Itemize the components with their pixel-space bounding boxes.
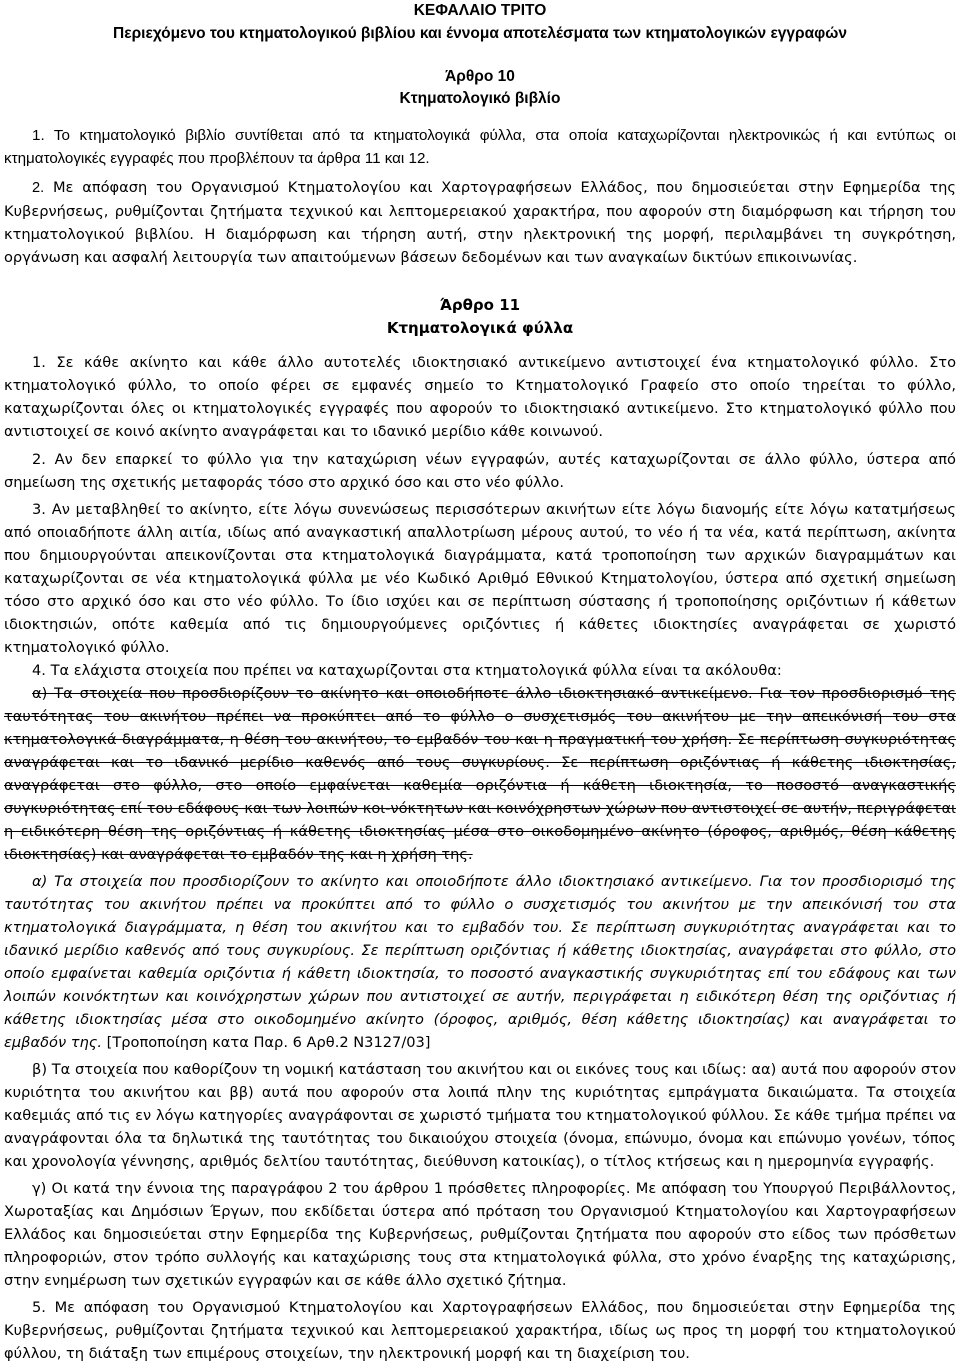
article-11-paragraph-4: 4. Τα ελάχιστα στοιχεία που πρέπει να καταχωρίζονται στα κτηματολογικά φύλλα είναι τα ακόλουθα: bbox=[32, 662, 782, 679]
article-11-number: Άρθρο 11 bbox=[439, 296, 521, 314]
amendment-note: [Τροποποίηση κατα Παρ. 6 Αρθ.2 Ν3127/03] bbox=[102, 1034, 431, 1051]
article-10-paragraph-2-number: 2. bbox=[32, 180, 45, 196]
article-11-item-c: γ) Οι κατά την έννοια της παραγράφου 2 του άρθρου 1 πρόσθετες πληροφορίες. Με απόφαση του Υπουργού Περιβάλλοντος, Χωροταξίας και Δημόσιων Έργων, που εκδίδεται ύστερα από πρόταση του Οργανισμού Κτηματολογίου και Χαρτογραφήσεων Ελλάδος και δημοσιεύεται στην Εφημερίδα της Κυβερνήσεως, ρυθμίζονται ζητήματα που αφορούν στο είδος των πρόσθετων πληροφοριών, στον τρόπο συλλογής και καταχώρισης τους στα κτηματολογικά φύλλα, στο χρόνο έναρξης της καταχώρισης, στην ενημέρωση των σχετικών εγγραφών και σε κάθε άλλο σχετικό ζήτημα. bbox=[4, 1180, 956, 1289]
article-10-title: Κτηματολογικό βιβλίο bbox=[399, 90, 561, 107]
article-10-paragraph-2-text: Με απόφαση του Οργανισμού Κτηματολογίου και Χαρτογραφήσεων Ελλάδος, που δημοσιεύεται στην Εφημερίδα της Κυβερνήσεως, ρυθμίζονται ζητήματα τεχνικού και λεπτομερειακού χαρακτήρα, που αφορούν στη διαμόρφωση και τήρηση του κτηματολογικού βιβλίου. Η διαμόρφωση και τήρηση αυτή, στην ηλεκτρονική της μορφή, περιλαμβάνει τη συγκρότηση, οργάνωση και ασφαλή λειτουργία των απαιτούμενων βάσεων δεδομένων και των αναγκαίων δικτύων επικοινωνίας. bbox=[4, 179, 956, 266]
article-11-item-a-amended bbox=[4, 870, 956, 1054]
article-11-paragraph-5: 5. Με απόφαση του Οργανισμού Κτηματολογίου και Χαρτογραφήσεων Ελλάδος, που δημοσιεύεται στην Εφημερίδα της Κυβερνήσεως, ρυθμίζονται ζητήματα τεχνικού και λεπτομερειακού χαρακτήρα, ιδίως ως προς τη μορφή του κτηματολογικού φύλλου, τη διάταξη των επιμέρους στοιχείων, την ηλεκτρονική μορφή και τη διαχείριση του. bbox=[4, 1299, 956, 1362]
article-10-paragraph-2 bbox=[4, 176, 956, 269]
article-11-paragraph-1: 1. Σε κάθε ακίνητο και κάθε άλλο αυτοτελές ιδιοκτησιακό αντικείμενο αντιστοιχεί ένα κτηματολογικό φύλλο. Στο κτηματολογικό φύλλο, το οποίο φέρει σε εμφανές σημείο το Κτηματολογικό Γραφείο στο οποίο τηρείται το φύλλο, καταχωρίζονται όλες οι κτηματολογικές εγγραφές που αφορούν το ιδιοκτησιακό αντικείμενο. Στο κτηματολογικό φύλλο που αντιστοιχεί σε κοινό ακίνητο αναγράφεται και το ιδανικό μερίδιο κάθε κοινωνού. bbox=[4, 354, 956, 440]
chapter-title: ΚΕΦΑΛΑΙΟ ΤΡΙΤΟ bbox=[413, 2, 547, 19]
article-11-item-a-amended-text: α) Τα στοιχεία που προσδιορίζουν το ακίνητο και οποιοδήποτε άλλο ιδιοκτησιακό αντικείμενο. Για τον προσδιορισμό της ταυτότητας του ακινήτου πρέπει να προκύπτει από το φύλλο ο συσχετισμός του ακινήτου με την απεικόνισή του στα κτηματολογικά διαγράμματα, η θέση του ακινήτου και το εμβαδόν του. Σε περίπτωση συγκυριότητας αναγράφεται και το ιδανικό μερίδιο καθενός από τους συγκυρίους. Σε περίπτωση οριζόντιας ή κάθετης ιδιοκτησίας, αναγράφεται στο φύλλο, στο οποίο εμφαίνεται καθεμία οριζόντια ή κάθετη ιδιοκτησία, το ποσοστό αναγκαστικής συγκυριότητας επί του εδάφους και των λοιπών κοινόκτητων και κοινόχρηστων χώρων που αντιστοιχεί σε αυτήν, περιγράφεται η ειδικότερη θέση της οριζόντιας ή κάθετης ιδιοκτησίας μέσα στο οικοδομημένο ακίνητο (όροφος, αριθμός, θέση κάθετης ιδιοκτησίας) και αναγράφεται το εμβαδόν της. bbox=[4, 873, 956, 1051]
article-10-paragraph-1: 1. Το κτηματολογικό βιβλίο συντίθεται από τα κτηματολογικά φύλλα, στα οποία καταχωρίζονται ηλεκτρονικώς ή και εντύπως οι κτηματολογικές εγγραφές που προβλέπουν τα άρθρα 11 και 12. bbox=[4, 127, 956, 167]
article-11-item-a-repealed: α) Τα στοιχεία που προσδιορίζουν το ακίνητο και οποιοδήποτε άλλο ιδιοκτησιακό αντικείμενο. Για τον προσδιορισμό της ταυτότητας του ακινήτου πρέπει να προκύπτει από το φύλλο ο συσχετισμός του ακινήτου με την απεικόνισή του στα κτηματολογικά διαγράμματα, η θέση του ακινήτου, το εμβαδόν του και η πραγματική του χρήση. Σε περίπτωση συγκυριότητας αναγράφεται και το ιδανικό μερίδιο καθενός από τους συγκυρίους. Σε περίπτωση οριζόντιας ή κάθετης ιδιοκτησίας, αναγράφεται στο φύλλο, στο οποίο εμφαίνεται καθεμία οριζόντια ή κάθετη ιδιοκτησία, το ποσοστό αναγκαστικής συγκυριότητας επί του εδάφους και των λοιπών κοι-νόκτητων και κοινόχρηστων χώρων που αντιστοιχεί σε αυτήν, περιγράφεται η ειδικότερη θέση της οριζόντιας ή κάθετης ιδιοκτησίας μέσα στο οικοδομημένο ακίνητο (όροφος, αριθμός, θέση κάθετης ιδιοκτησίας) και αναγράφεται το εμβαδόν της και η χρήση της. bbox=[4, 685, 956, 863]
chapter-subtitle: Περιεχόμενο του κτηματολογικού βιβλίου και έννομα αποτελέσματα των κτηματολογικών εγγραφών bbox=[113, 25, 847, 42]
article-11-paragraph-3: 3. Αν μεταβληθεί το ακίνητο, είτε λόγω συνενώσεως περισσότερων ακινήτων είτε λόγω διανομής είτε λόγω κατατμήσεως από οποιαδήποτε άλλη αιτία, ιδίως από αναγκαστική απαλλοτρίωση μέρους αυτού, το νέο ή τα νέα, κατά περίπτωση, ακίνητα που δημιουργούνται απεικονίζονται στα κτηματολογικά διαγράμματα, κατά τροποποίηση των αρχικών διαγραμμάτων και καταχωρίζονται σε νέα κτηματολογικά φύλλα με νέο Κωδικό Αριθμό Εθνικού Κτηματολογίου, ύστερα από σχετική σημείωση τόσο στο αρχικό όσο και στο νέο φύλλο. Το ίδιο ισχύει και σε περίπτωση σύστασης ή τροποποίησης οριζόντιων ή κάθετων ιδιοκτησιών, οπότε καθεμία από τις δημιουργούμενες οριζόντιες ή κάθετες ιδιοκτησίες αναγράφεται σε χωριστό κτηματολογικό φύλλο. bbox=[4, 501, 956, 656]
article-11-item-b: β) Τα στοιχεία που καθορίζουν τη νομική κατάσταση του ακινήτου και οι εικόνες τους και ιδίως: αα) αυτά που αφορούν στον κυριότητα του ακινήτου και ββ) αυτά που αφορούν στα λοιπά πλην της κυριότητας εμπράγματα δικαιώματα. Τα στοιχεία καθεμιάς από τις εν λόγω κατηγορίες αναγράφονται σε χωριστό τμήματα του κτηματολογικού φύλλου. Σε κάθε τμήμα πρέπει να αναγράφονται όλα τα δηλωτικά της ταυτότητας του δικαιούχου στοιχεία (όνομα, επώνυμο, όνομα και επώνυμο γονέων, τόπος και χρονολογία γέννησης, αριθμός δελτίου ταυτότητας, διεύθυνση κατοικίας), ο τίτλος κτήσεως και η ημερομηνία εγγραφής. bbox=[4, 1061, 956, 1170]
article-10-number: Άρθρο 10 bbox=[445, 68, 515, 85]
article-11-paragraph-2: 2. Αν δεν επαρκεί το φύλλο για την καταχώριση νέων εγγραφών, αυτές καταχωρίζονται σε άλλο φύλλο, ύστερα από σημείωση της σχετικής μεταφοράς τόσο στο αρχικό όσο και στο νέο φύλλο. bbox=[4, 451, 956, 491]
article-11-title: Κτηματολογικά φύλλα bbox=[386, 319, 574, 337]
